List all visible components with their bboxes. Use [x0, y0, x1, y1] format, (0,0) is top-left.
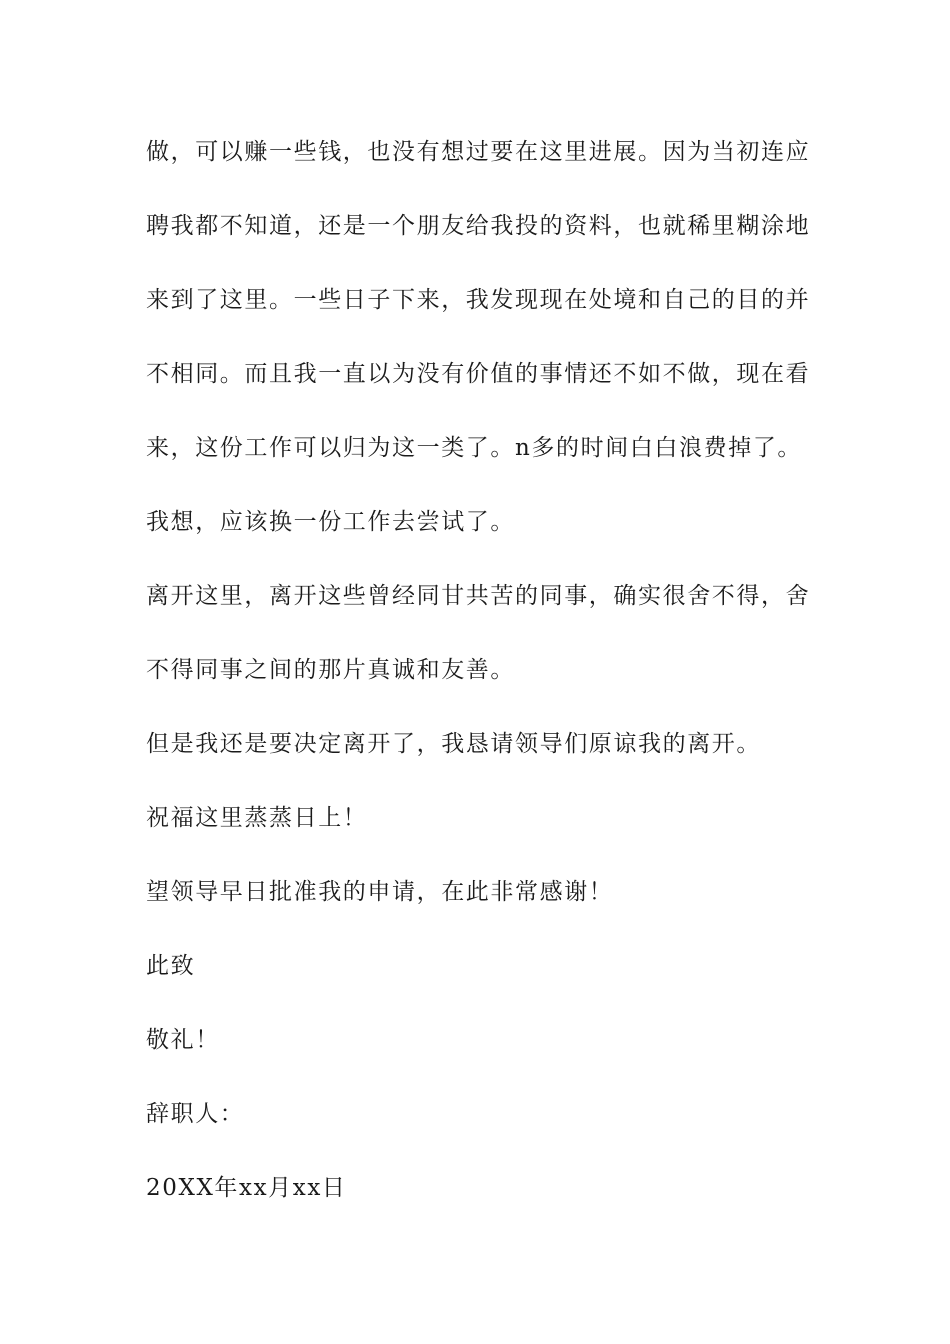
closing-respect: 敬礼！ — [146, 1027, 220, 1053]
blessing-line: 祝福这里蒸蒸日上！ — [146, 805, 368, 831]
date-line: 20XX年xx月xx日 — [146, 1175, 347, 1201]
paragraph-line: 来，这份工作可以归为这一类了。n多的时间白白浪费掉了。 — [146, 435, 803, 461]
letter-body — [146, 130, 816, 1240]
paragraph-line: 做，可以赚一些钱，也没有想过要在这里进展。因为当初连应 — [146, 139, 811, 165]
paragraph-line: 聘我都不知道，还是一个朋友给我投的资料，也就稀里糊涂地 — [146, 213, 811, 239]
paragraph-line: 来到了这里。一些日子下来，我发现现在处境和自己的目的并 — [146, 287, 811, 313]
paragraph-line: 不得同事之间的那片真诚和友善。 — [146, 657, 515, 683]
closing-salutation: 此致 — [146, 953, 196, 979]
paragraph-line: 我想，应该换一份工作去尝试了。 — [146, 509, 515, 535]
request-line: 望领导早日批准我的申请，在此非常感谢！ — [146, 879, 614, 905]
paragraph-line: 离开这里，离开这些曾经同甘共苦的同事，确实很舍不得，舍 — [146, 583, 811, 609]
signature-label: 辞职人： — [146, 1101, 245, 1127]
paragraph-line: 但是我还是要决定离开了，我恳请领导们原谅我的离开。 — [146, 731, 761, 757]
paragraph-line: 不相同。而且我一直以为没有价值的事情还不如不做，现在看 — [146, 361, 811, 387]
